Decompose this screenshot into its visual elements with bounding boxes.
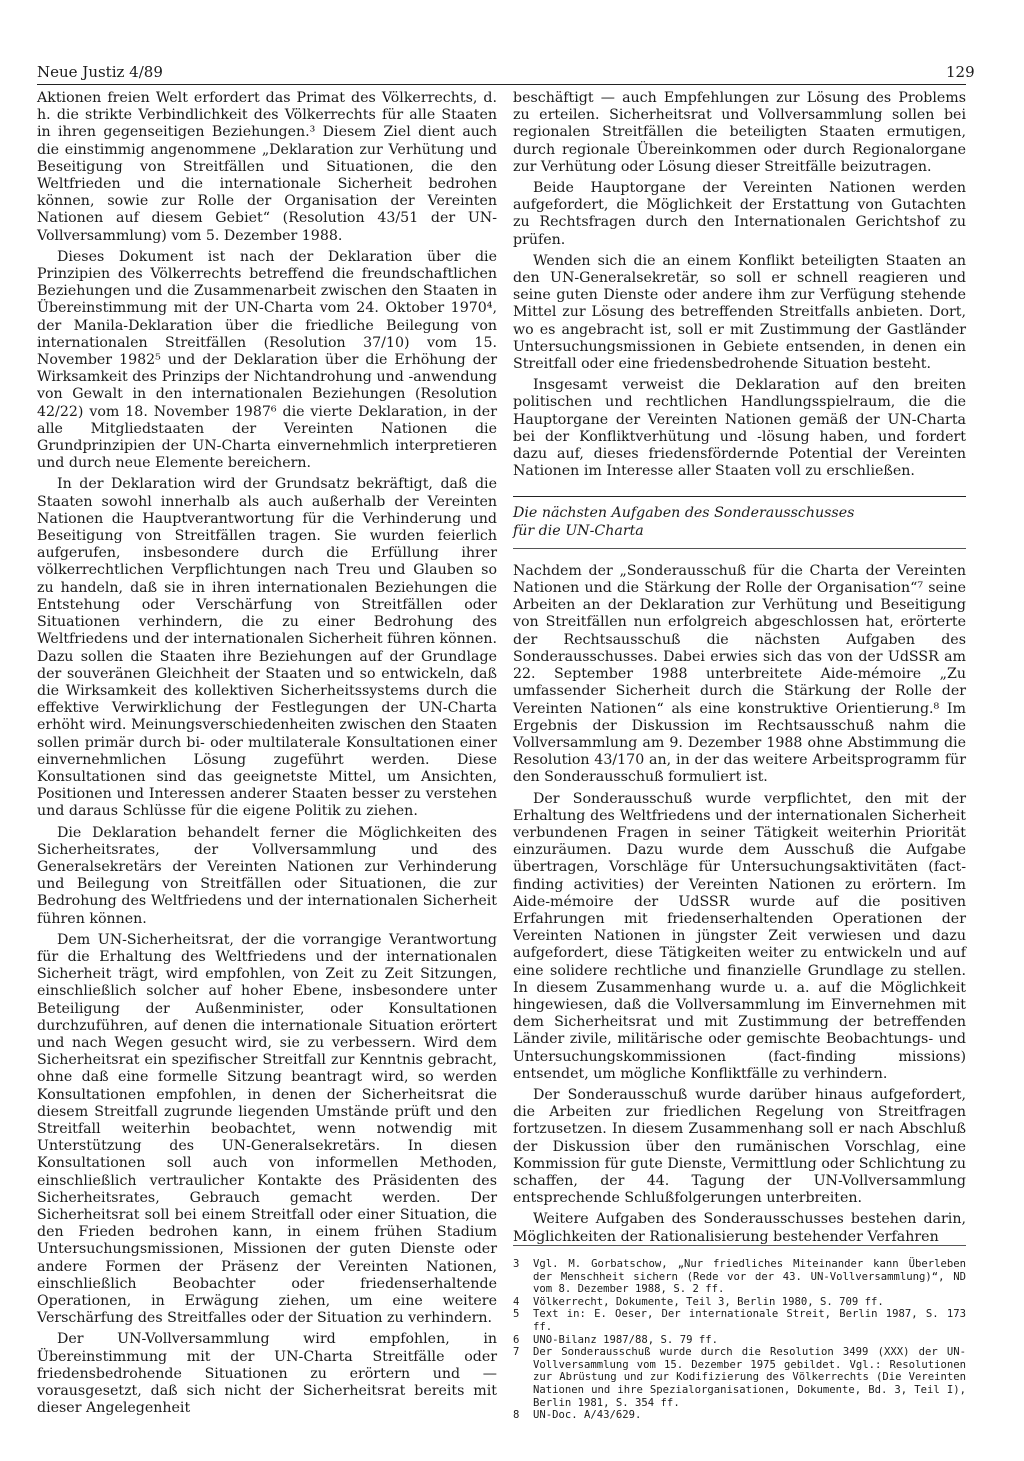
section-heading-rule bbox=[513, 548, 966, 549]
paragraph: Beide Hauptorgane der Vereinten Nationen werden aufgefordert, die Möglichkeit der Erstattung von Gutachten zu Rechtsfragen durch den Internationalen Gerichtshof zu prüfen. bbox=[513, 180, 966, 248]
footnote-text: Völkerrecht, Dokumente, Teil 3, Berlin 1980, S. 709 ff. bbox=[533, 1295, 884, 1308]
paragraph: Weitere Aufgaben des Sonderausschusses bestehen darin, Möglichkeiten der Rationalisierung bestehender Verfahren bbox=[513, 1211, 966, 1245]
paragraph: Dem UN-Sicherheitsrat, der die vorrangige Verantwortung für die Erhaltung des Weltfriedens und der internationalen Sicherheit trägt, wird empfohlen, von Zeit zu Zeit Sitzungen, einschließlich solcher auf hoher Ebene, insbesondere unter Beteiligung der Außenminister, oder Konsultationen durchzuführen, auf denen die internationale Situation erörtert und nach Wegen gesucht wird, sie zu verbessern. Wird dem Sicherheitsrat ein spezifischer Streitfall zur Kenntnis gebracht, ohne daß eine formelle Sitzung beantragt wird, so werden Konsultationen empfohlen, in denen der Sicherheitsrat die diesem Streitfall zugrunde liegenden Umstände prüft und den Streitfall weiterhin beobachtet, wenn notwendig mit Unterstützung des UN-Generalsekretärs. In diesen Konsultationen soll auch von informellen Methoden, einschließlich vertraulicher Kontakte des Präsidenten des Sicherheitsrates, Gebrauch gemacht werden. Der Sicherheitsrat soll bei einem Streitfall oder einer Situation, die den Frieden bedrohen kann, in einem frühen Stadium Untersuchungsmissionen, Missionen der guten Dienste oder andere Formen der Präsenz der Vereinten Nationen, einschließlich Beobachter oder friedenserhaltende Operationen, in Erwägung ziehen, um eine weitere Verschärfung des Streitfalles oder der Situation zu verhindern. bbox=[37, 931, 497, 1327]
footnote-text: Text in: E. Oeser, Der internationale Streit, Berlin 1987, S. 173 ff. bbox=[533, 1308, 966, 1333]
footnote-text: UNO-Bilanz 1987/88, S. 79 ff. bbox=[533, 1333, 718, 1346]
header-rule bbox=[37, 84, 966, 85]
footnote-number: 3 bbox=[513, 1258, 520, 1270]
right-column bbox=[513, 90, 966, 1246]
footnote-text: UN-Doc. A/43/629. bbox=[533, 1409, 642, 1422]
footnote bbox=[513, 1409, 966, 1422]
footnote bbox=[513, 1308, 966, 1333]
paragraph: Der UN-Vollversammlung wird empfohlen, in Übereinstimmung mit der UN-Charta Streitfälle oder friedensbedrohende Situationen zu erörtern und — vorausgesetzt, daß sich nicht der Sicherheitsrat bereits mit dieser Angelegenheit bbox=[37, 1331, 497, 1417]
footnote bbox=[513, 1346, 966, 1409]
journal-title: Neue Justiz 4/89 bbox=[37, 63, 163, 81]
paragraph: beschäftigt — auch Empfehlungen zur Lösung des Problems zu erteilen. Sicherheitsrat und Vollversammlung sollen bei regionalen Streitfällen die beteiligten Staaten ermutigen, durch regionale Übereinkommen oder durch Regionalorgane zur Verhütung oder Lösung dieser Streitfälle beizutragen. bbox=[513, 90, 966, 175]
section-heading: Die nächsten Aufgaben des Sonderausschusses für die UN-Charta bbox=[513, 505, 855, 539]
paragraph: Aktionen freien Welt erfordert das Primat des Völkerrechts, d. h. die strikte Verbindlichkeit des Völkerrechts für alle Staaten in ihren gegenseitigen Beziehungen.³ Diesem Ziel dient auch die einstimmig angenommene „Deklaration zur Verhütung und Beseitigung von Streitfällen und Situationen, die den Weltfrieden und die internationale Sicherheit bedrohen können, sowie zur Rolle der Organisation der Vereinten Nationen auf diesem Gebiet“ (Resolution 43/51 der UN-Vollversammlung) vom 5. Dezember 1988. bbox=[37, 90, 497, 244]
footnote-number: 8 bbox=[513, 1409, 520, 1422]
paragraph: In der Deklaration wird der Grundsatz bekräftigt, daß die Staaten sowohl innerhalb als auch außerhalb der Vereinten Nationen die Hauptverantwortung für die Verhinderung und Beseitigung von Streitfällen tragen. Sie wurden feierlich aufgerufen, insbesondere durch die Erfüllung ihrer völkerrechtlichen Verpflichtungen nach Treu und Glauben so zu handeln, daß sie in ihren internationalen Beziehungen die Entstehung oder Verschärfung von Streitfällen oder Situationen verhindern, die zu einer Bedrohung des Weltfriedens und der internationalen Sicherheit führen können. Dazu sollen die Staaten ihre Beziehungen auf der Grundlage der souveränen Gleichheit der Staaten und so entwickeln, daß die Wirksamkeit des kollektiven Sicherheitssystems durch die effektive Verwirklichung der Festlegungen der UN-Charta erhöht wird. Meinungsverschiedenheiten zwischen den Staaten sollen primär durch bi- oder multilaterale Konsultationen einer einvernehmlichen Lösung zugeführt werden. Diese Konsultationen sind das geeignetste Mittel, um Ansichten, Positionen und Interessen anderer Staaten besser zu verstehen und daraus Schlüsse für die eigene Politik zu ziehen. bbox=[37, 476, 497, 820]
footnote bbox=[513, 1334, 966, 1347]
footnote-number: 6 bbox=[513, 1333, 520, 1346]
page-number: 129 bbox=[946, 63, 975, 81]
left-column bbox=[37, 90, 497, 1417]
footnote bbox=[513, 1258, 966, 1296]
footnote-text: Der Sonderausschuß wurde durch die Resolution 3499 (XXX) der UN-Vollversammlung vom 15. Dezember 1975 gebildet. Vgl.: Resolutionen zur Abrüstung und zur Kodifizierung des Völkerrechts (Die Vereinten Nationen und ihre Spezialorganisationen, Dokumente, Bd. 3, Teil I), Berlin 1981, S. 354 ff. bbox=[533, 1346, 966, 1409]
paragraph: Nachdem der „Sonderausschuß für die Charta der Vereinten Nationen und die Stärkung der Rolle der Organisation“⁷ seine Arbeiten an der Deklaration zur Verhütung und Beseitigung von Streitfällen nun erfolgreich abgeschlossen hat, erörterte der Rechtsausschuß die nächsten Aufgaben des Sonderausschusses. Dabei erwies sich das von der UdSSR am 22. September 1988 unterbreitete Aide-mémoire „Zu umfassender Sicherheit durch die Stärkung der Rolle der Vereinten Nationen“ als eine konstruktive Orientierung.⁸ Im Ergebnis der Diskussion im Rechtsausschuß nahm die Vollversammlung am 9. Dezember 1988 ohne Abstimmung die Resolution 43/170 an, in der das weitere Arbeitsprogramm für den Sonderausschuß formuliert ist. bbox=[513, 562, 966, 786]
footnote-number: 4 bbox=[513, 1295, 520, 1308]
footnote-number: 7 bbox=[513, 1346, 520, 1359]
paragraph: Der Sonderausschuß wurde darüber hinaus aufgefordert, die Arbeiten zur friedlichen Regelung von Streitfragen fortzusetzen. In diesem Zusammenhang soll er nach Abschluß der Diskussion über den rumänischen Vorschlag, eine Kommission für gute Dienste, Vermittlung oder Schlichtung zu schaffen, der 44. Tagung der UN-Vollversammlung entsprechende Schlußfolgerungen unterbreiten. bbox=[513, 1086, 966, 1207]
section-rule bbox=[513, 496, 966, 497]
paragraph: Wenden sich die an einem Konflikt beteiligten Staaten an den UN-Generalsekretär, so soll er schnell reagieren und seine guten Dienste oder andere ihm zur Verfügung stehende Mittel zur Lösung des betreffenden Streitfalls anbieten. Dort, wo es angebracht ist, soll er mit Zustimmung der Gastländer Untersuchungsmissionen in Gebiete entsenden, in denen ein Streitfall oder eine friedensbedrohende Situation besteht. bbox=[513, 252, 966, 373]
paragraph: Der Sonderausschuß wurde verpflichtet, den mit der Erhaltung des Weltfriedens und der internationalen Sicherheit verbundenen Fragen in seiner Tätigkeit weiterhin Priorität einzuräumen. Dazu wurde dem Ausschuß die Aufgabe übertragen, Vorschläge für Untersuchungsaktivitäten (fact-finding activities) der Vereinten Nationen zu erörtern. Im Aide-mémoire der UdSSR wurde auf die positiven Erfahrungen mit friedenserhaltenden Operationen der Vereinten Nationen in jüngster Zeit verwiesen und dazu aufgefordert, diese Tätigkeiten weiter zu entwickeln und auf eine solidere rechtliche und finanzielle Grundlage zu stellen. In diesem Zusammenhang wurde u. a. auf die Möglichkeit hingewiesen, daß die Vollversammlung im Einvernehmen mit dem Sicherheitsrat und mit Zustimmung der betreffenden Länder zivile, militärische oder gemischte Beobachtungs- und Untersuchungskommissionen (fact-finding missions) entsendet, um mögliche Konfliktfälle zu verhindern. bbox=[513, 790, 966, 1082]
footnote-number: 5 bbox=[513, 1308, 520, 1321]
footnotes bbox=[513, 1245, 966, 1422]
paragraph: Die Deklaration behandelt ferner die Möglichkeiten des Sicherheitsrates, der Vollversammlung und des Generalsekretärs der Vereinten Nationen zur Verhinderung und Beilegung von Streitfällen oder Situationen, die zur Bedrohung des Weltfriedens und der internationalen Sicherheit führen können. bbox=[37, 824, 497, 927]
footnote bbox=[513, 1296, 966, 1309]
footnote-text: Vgl. M. Gorbatschow, „Nur friedliches Miteinander kann Überleben der Menschheit sichern (Rede vor der 43. UN-Vollversammlung)“, ND vom 8. Dezember 1988, S. 2 ff. bbox=[533, 1258, 966, 1296]
paragraph: Insgesamt verweist die Deklaration auf den breiten politischen und rechtlichen Handlungsspielraum, die die Hauptorgane der Vereinten Nationen gemäß der UN-Charta bei der Konfliktverhütung und -lösung haben, und fordert dazu auf, dieses friedensfördernde Potential der Vereinten Nationen im Interesse aller Staaten voll zu erschließen. bbox=[513, 377, 966, 480]
paragraph: Dieses Dokument ist nach der Deklaration über die Prinzipien des Völkerrechts betreffend die freundschaftlichen Beziehungen und die Zusammenarbeit zwischen den Staaten in Übereinstimmung mit der UN-Charta vom 24. Oktober 1970⁴, der Manila-Deklaration über die friedliche Beilegung von internationalen Streitfällen (Resolution 37/10) vom 15. November 1982⁵ und der Deklaration über die Erhöhung der Wirksamkeit des Prinzips der Nichtandrohung und -anwendung von Gewalt in den internationalen Beziehungen (Resolution 42/22) vom 18. November 1987⁶ die vierte Deklaration, in der alle Mitgliedstaaten der Vereinten Nationen die Grundprinzipien der UN-Charta einvernehmlich interpretieren und durch neue Elemente bereichern. bbox=[37, 248, 497, 472]
